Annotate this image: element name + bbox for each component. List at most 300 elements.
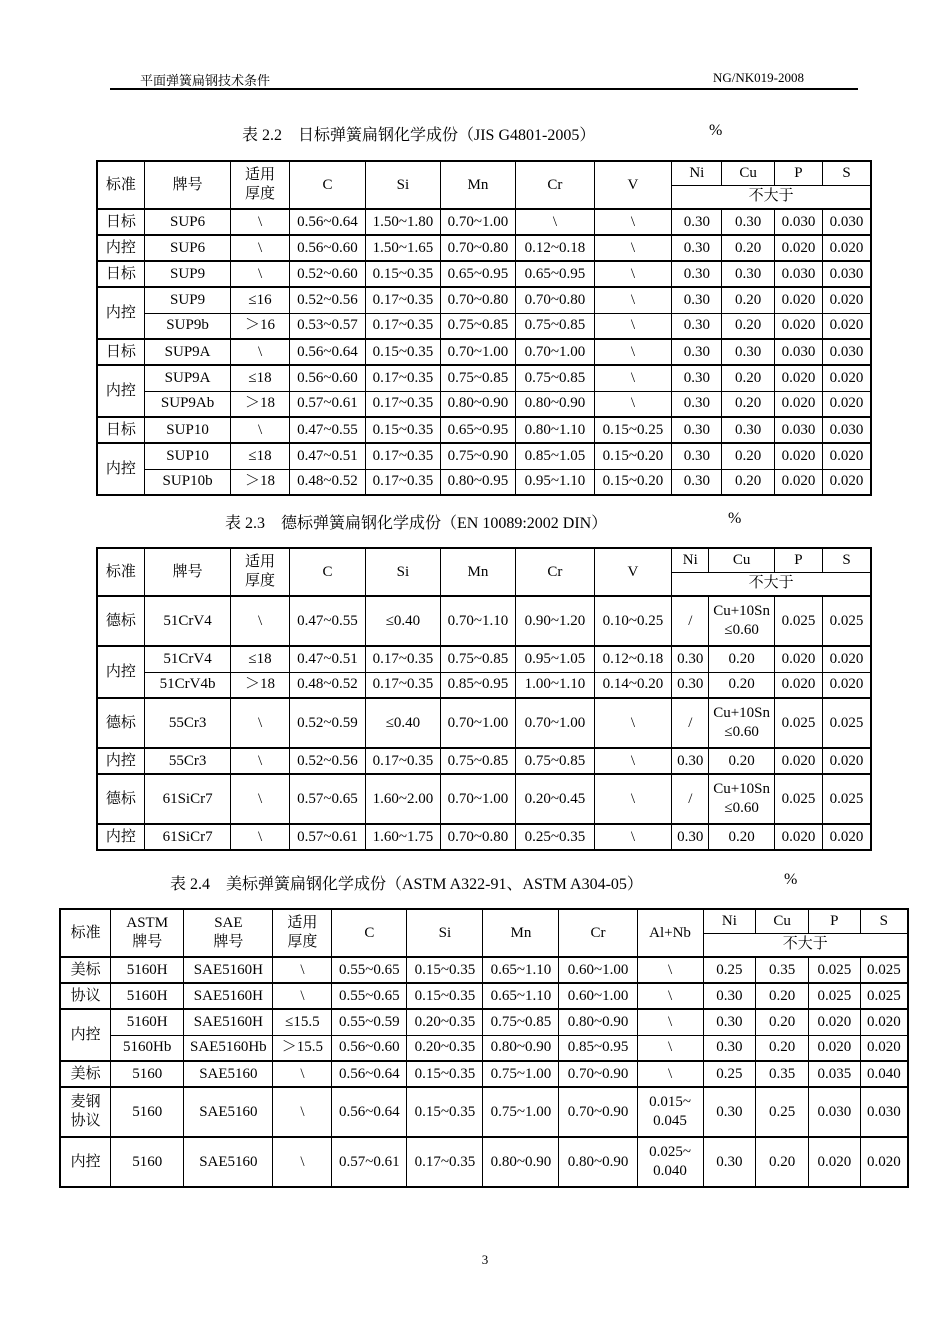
table-2-2 bbox=[96, 160, 872, 496]
data-cell: 0.020 bbox=[808, 1137, 860, 1187]
data-cell: 0.020 bbox=[774, 469, 822, 495]
data-cell: 0.30 bbox=[722, 209, 774, 235]
data-cell: ≤18 bbox=[231, 646, 289, 672]
data-cell: 0.17~0.35 bbox=[366, 443, 440, 469]
data-cell: 0.030 bbox=[823, 209, 871, 235]
data-cell: 5160Hb bbox=[111, 1035, 184, 1061]
data-cell: 0.30 bbox=[672, 748, 709, 774]
data-cell: 0.020 bbox=[823, 469, 871, 495]
data-cell: \ bbox=[231, 417, 289, 443]
data-cell: 0.75~0.85 bbox=[516, 313, 595, 339]
data-cell: 0.70~0.90 bbox=[559, 1061, 637, 1087]
data-cell: \ bbox=[594, 261, 672, 287]
header-thickness: 适用 厚度 bbox=[273, 909, 332, 957]
data-cell: \ bbox=[594, 391, 672, 417]
data-cell: \ bbox=[273, 957, 332, 983]
data-cell: \ bbox=[594, 365, 672, 391]
header-grade: 牌号 bbox=[144, 161, 231, 209]
data-cell: 0.030 bbox=[774, 417, 822, 443]
header-rule bbox=[110, 88, 858, 90]
data-cell: 0.30 bbox=[672, 209, 722, 235]
data-cell: 0.70~0.80 bbox=[516, 287, 595, 313]
data-cell: ＞18 bbox=[231, 469, 289, 495]
data-cell: SUP10 bbox=[144, 443, 231, 469]
data-cell: SUP6 bbox=[144, 235, 231, 261]
standard-cell: 内控 bbox=[97, 443, 144, 495]
data-cell: 0.25 bbox=[756, 1087, 809, 1137]
data-cell: 0.20 bbox=[722, 365, 774, 391]
data-cell: 0.20~0.45 bbox=[516, 774, 595, 824]
table-row bbox=[97, 596, 871, 646]
data-cell: \ bbox=[273, 1061, 332, 1087]
data-cell: 0.020 bbox=[774, 287, 822, 313]
header-cu: Cu bbox=[722, 161, 774, 185]
data-cell: 0.17~0.35 bbox=[366, 672, 440, 698]
standard-cell: 麦钢 协议 bbox=[60, 1087, 111, 1137]
data-cell: 0.30 bbox=[672, 235, 722, 261]
data-cell: \ bbox=[637, 1061, 703, 1087]
standard-cell: 德标 bbox=[97, 596, 144, 646]
data-cell: 0.20 bbox=[756, 983, 809, 1009]
data-cell: 0.48~0.52 bbox=[289, 672, 365, 698]
data-cell: 0.030 bbox=[774, 209, 822, 235]
data-cell: 0.17~0.35 bbox=[366, 313, 440, 339]
table-row bbox=[97, 672, 871, 698]
header-cu: Cu bbox=[756, 909, 809, 933]
header-astm-grade: ASTM 牌号 bbox=[111, 909, 184, 957]
data-cell: 0.56~0.60 bbox=[289, 235, 365, 261]
data-cell: \ bbox=[594, 339, 672, 365]
data-cell: 0.30 bbox=[672, 261, 722, 287]
data-cell: 0.30 bbox=[703, 1087, 756, 1137]
data-cell: 0.17~0.35 bbox=[366, 469, 440, 495]
table-row bbox=[60, 957, 908, 983]
data-cell: ≤16 bbox=[231, 287, 289, 313]
data-cell: 0.020 bbox=[774, 646, 822, 672]
caption-unit: % bbox=[728, 510, 742, 527]
caption-text: 表 2.4 美标弹簧扁钢化学成份（ASTM A322-91、ASTM A304-05） bbox=[170, 876, 643, 893]
header-ni: Ni bbox=[672, 548, 709, 572]
data-cell: 0.17~0.35 bbox=[366, 391, 440, 417]
data-cell: 0.15~0.20 bbox=[594, 469, 672, 495]
data-cell: 0.030 bbox=[774, 261, 822, 287]
data-cell: SUP9b bbox=[144, 313, 231, 339]
data-cell: 0.65~1.10 bbox=[483, 957, 559, 983]
data-cell: 0.80~0.90 bbox=[516, 391, 595, 417]
table-row bbox=[97, 417, 871, 443]
table-row bbox=[97, 646, 871, 672]
data-cell: \ bbox=[231, 698, 289, 748]
header-p: P bbox=[774, 548, 822, 572]
data-cell: 0.30 bbox=[722, 339, 774, 365]
data-cell: 0.75~0.85 bbox=[516, 748, 595, 774]
header-p: P bbox=[808, 909, 860, 933]
data-cell: 0.025 bbox=[860, 983, 908, 1009]
data-cell: SUP9 bbox=[144, 261, 231, 287]
header-cr: Cr bbox=[559, 909, 637, 957]
data-cell: 0.25~0.35 bbox=[516, 824, 595, 850]
data-cell: ＞18 bbox=[231, 672, 289, 698]
data-cell: 1.60~2.00 bbox=[366, 774, 440, 824]
data-cell: 0.025 bbox=[823, 698, 871, 748]
table-2-2-caption bbox=[242, 122, 732, 145]
data-cell: 0.30 bbox=[703, 1035, 756, 1061]
data-cell: \ bbox=[231, 748, 289, 774]
data-cell: 0.020 bbox=[808, 1009, 860, 1035]
standard-cell: 内控 bbox=[60, 1137, 111, 1187]
data-cell: \ bbox=[637, 1035, 703, 1061]
header-cr: Cr bbox=[516, 161, 595, 209]
data-cell: 0.20 bbox=[722, 469, 774, 495]
data-cell: 0.80~0.90 bbox=[483, 1035, 559, 1061]
standard-cell: 内控 bbox=[97, 646, 144, 698]
data-cell: 0.20 bbox=[709, 646, 774, 672]
data-cell: SAE5160H bbox=[184, 1009, 273, 1035]
data-cell: 0.020 bbox=[774, 443, 822, 469]
data-cell: 0.15~0.20 bbox=[594, 443, 672, 469]
data-cell: 0.56~0.60 bbox=[332, 1035, 407, 1061]
header-grade: 牌号 bbox=[144, 548, 231, 596]
data-cell: 0.56~0.64 bbox=[289, 339, 365, 365]
data-cell: \ bbox=[231, 235, 289, 261]
data-cell: \ bbox=[516, 209, 595, 235]
data-cell: 0.025 bbox=[774, 596, 822, 646]
data-cell: 0.20 bbox=[756, 1137, 809, 1187]
data-cell: 0.70~1.00 bbox=[516, 698, 595, 748]
data-cell: 0.52~0.59 bbox=[289, 698, 365, 748]
data-cell: 0.75~0.85 bbox=[440, 646, 515, 672]
data-cell: 0.85~1.05 bbox=[516, 443, 595, 469]
data-cell: 0.75~0.90 bbox=[440, 443, 515, 469]
header-row bbox=[60, 909, 908, 933]
data-cell: 0.020 bbox=[774, 235, 822, 261]
data-cell: 0.52~0.60 bbox=[289, 261, 365, 287]
header-max-limit: 不大于 bbox=[672, 185, 871, 209]
table-row bbox=[60, 1061, 908, 1087]
table-2-3-caption bbox=[225, 510, 745, 533]
header-ni: Ni bbox=[703, 909, 756, 933]
data-cell: 1.50~1.80 bbox=[366, 209, 440, 235]
data-cell: 0.025 bbox=[823, 596, 871, 646]
data-cell: 0.12~0.18 bbox=[594, 646, 672, 672]
data-cell: 0.55~0.59 bbox=[332, 1009, 407, 1035]
data-cell: 0.35 bbox=[756, 1061, 809, 1087]
data-cell: 0.17~0.35 bbox=[366, 365, 440, 391]
data-cell: 0.15~0.35 bbox=[407, 1061, 483, 1087]
data-cell: 0.65~0.95 bbox=[516, 261, 595, 287]
data-cell: 0.80~1.10 bbox=[516, 417, 595, 443]
data-cell: \ bbox=[231, 774, 289, 824]
data-cell: 0.17~0.35 bbox=[407, 1137, 483, 1187]
data-cell: 0.020 bbox=[774, 824, 822, 850]
data-cell: \ bbox=[231, 824, 289, 850]
data-cell: 5160 bbox=[111, 1061, 184, 1087]
header-thickness: 适用 厚度 bbox=[231, 548, 289, 596]
data-cell: ＞16 bbox=[231, 313, 289, 339]
header-mn: Mn bbox=[440, 161, 515, 209]
data-cell: 0.57~0.61 bbox=[289, 391, 365, 417]
page-header-left: 平面弹簧扁钢技术条件 bbox=[140, 73, 271, 88]
data-cell: 0.15~0.35 bbox=[407, 1087, 483, 1137]
data-cell: 0.020 bbox=[823, 313, 871, 339]
data-cell: 0.15~0.25 bbox=[594, 417, 672, 443]
data-cell: Cu+10Sn ≤0.60 bbox=[709, 698, 774, 748]
data-cell: 0.47~0.55 bbox=[289, 596, 365, 646]
data-cell: 0.025 bbox=[774, 698, 822, 748]
data-cell: Cu+10Sn ≤0.60 bbox=[709, 774, 774, 824]
data-cell: 0.55~0.65 bbox=[332, 983, 407, 1009]
data-cell: ≤0.40 bbox=[366, 596, 440, 646]
data-cell: 0.30 bbox=[672, 469, 722, 495]
data-cell: 0.70~0.90 bbox=[559, 1087, 637, 1137]
data-cell: 0.75~0.85 bbox=[516, 365, 595, 391]
data-cell: SAE5160 bbox=[184, 1061, 273, 1087]
table-2-4 bbox=[59, 908, 909, 1188]
data-cell: 0.20 bbox=[722, 391, 774, 417]
data-cell: 0.75~0.85 bbox=[483, 1009, 559, 1035]
data-cell: \ bbox=[594, 748, 672, 774]
data-cell: 0.70~0.80 bbox=[440, 287, 515, 313]
data-cell: 0.57~0.65 bbox=[289, 774, 365, 824]
standard-cell: 德标 bbox=[97, 774, 144, 824]
data-cell: 0.80~0.90 bbox=[559, 1009, 637, 1035]
data-cell: 0.80~0.90 bbox=[440, 391, 515, 417]
data-cell: 0.020 bbox=[823, 235, 871, 261]
table-row bbox=[97, 339, 871, 365]
data-cell: SAE5160 bbox=[184, 1087, 273, 1137]
data-cell: \ bbox=[273, 1137, 332, 1187]
data-cell: \ bbox=[231, 339, 289, 365]
data-cell: 0.20 bbox=[756, 1035, 809, 1061]
table-row bbox=[97, 824, 871, 850]
data-cell: 0.17~0.35 bbox=[366, 748, 440, 774]
data-cell: / bbox=[672, 774, 709, 824]
table-row bbox=[60, 983, 908, 1009]
data-cell: 0.75~0.85 bbox=[440, 313, 515, 339]
header-si: Si bbox=[366, 548, 440, 596]
caption-text: 表 2.3 德标弹簧扁钢化学成份（EN 10089:2002 DIN） bbox=[225, 515, 608, 532]
data-cell: 51CrV4 bbox=[144, 596, 231, 646]
data-cell: 0.70~1.00 bbox=[440, 698, 515, 748]
table-row bbox=[97, 261, 871, 287]
data-cell: SAE5160H bbox=[184, 983, 273, 1009]
header-c: C bbox=[289, 548, 365, 596]
data-cell: SAE5160Hb bbox=[184, 1035, 273, 1061]
data-cell: 0.020 bbox=[774, 365, 822, 391]
data-cell: 0.020 bbox=[860, 1035, 908, 1061]
data-cell: 0.12~0.18 bbox=[516, 235, 595, 261]
data-cell: 0.70~1.00 bbox=[440, 209, 515, 235]
header-standard: 标准 bbox=[60, 909, 111, 957]
data-cell: 0.30 bbox=[703, 1009, 756, 1035]
standard-cell: 日标 bbox=[97, 261, 144, 287]
data-cell: \ bbox=[594, 313, 672, 339]
data-cell: 0.80~0.90 bbox=[559, 1137, 637, 1187]
data-cell: 0.020 bbox=[823, 646, 871, 672]
data-cell: 0.15~0.35 bbox=[407, 983, 483, 1009]
data-cell: 0.48~0.52 bbox=[289, 469, 365, 495]
page-header-right: NG/NK019-2008 bbox=[713, 70, 804, 85]
data-cell: 0.025 bbox=[823, 774, 871, 824]
data-cell: ≤0.40 bbox=[366, 698, 440, 748]
data-cell: \ bbox=[637, 983, 703, 1009]
data-cell: 0.025~ 0.040 bbox=[637, 1137, 703, 1187]
data-cell: SAE5160H bbox=[184, 957, 273, 983]
data-cell: \ bbox=[231, 596, 289, 646]
data-cell: 0.020 bbox=[774, 391, 822, 417]
data-cell: 0.65~0.95 bbox=[440, 417, 515, 443]
data-cell: 0.30 bbox=[672, 287, 722, 313]
data-cell: \ bbox=[637, 1009, 703, 1035]
standard-cell: 日标 bbox=[97, 209, 144, 235]
data-cell: ≤18 bbox=[231, 365, 289, 391]
header-alnb: Al+Nb bbox=[637, 909, 703, 957]
table-row bbox=[97, 774, 871, 824]
data-cell: 0.85~0.95 bbox=[559, 1035, 637, 1061]
data-cell: 1.60~1.75 bbox=[366, 824, 440, 850]
header-max-limit: 不大于 bbox=[703, 933, 908, 957]
header-v: V bbox=[594, 161, 672, 209]
data-cell: 0.020 bbox=[823, 443, 871, 469]
table-row bbox=[97, 698, 871, 748]
header-s: S bbox=[823, 161, 871, 185]
data-cell: \ bbox=[594, 698, 672, 748]
caption-unit: % bbox=[709, 122, 723, 139]
header-standard: 标准 bbox=[97, 548, 144, 596]
data-cell: / bbox=[672, 596, 709, 646]
data-cell: SAE5160 bbox=[184, 1137, 273, 1187]
standard-cell: 美标 bbox=[60, 957, 111, 983]
data-cell: 5160H bbox=[111, 983, 184, 1009]
data-cell: 5160 bbox=[111, 1137, 184, 1187]
data-cell: / bbox=[672, 698, 709, 748]
data-cell: 0.70~0.80 bbox=[440, 235, 515, 261]
data-cell: 0.020 bbox=[774, 748, 822, 774]
standard-cell: 美标 bbox=[60, 1061, 111, 1087]
standard-cell: 内控 bbox=[97, 824, 144, 850]
data-cell: 0.65~1.10 bbox=[483, 983, 559, 1009]
data-cell: 0.14~0.20 bbox=[594, 672, 672, 698]
data-cell: 0.75~1.00 bbox=[483, 1061, 559, 1087]
data-cell: 0.30 bbox=[672, 417, 722, 443]
data-cell: 0.025 bbox=[808, 983, 860, 1009]
header-p: P bbox=[774, 161, 822, 185]
data-cell: 51CrV4 bbox=[144, 646, 231, 672]
table-row bbox=[97, 391, 871, 417]
data-cell: 0.56~0.64 bbox=[332, 1087, 407, 1137]
data-cell: SUP9 bbox=[144, 287, 231, 313]
data-cell: 0.47~0.51 bbox=[289, 443, 365, 469]
table-2-4-caption bbox=[170, 871, 800, 894]
data-cell: 0.025 bbox=[774, 774, 822, 824]
data-cell: 0.30 bbox=[672, 646, 709, 672]
table-row bbox=[97, 235, 871, 261]
header-ni: Ni bbox=[672, 161, 722, 185]
data-cell: 0.015~ 0.045 bbox=[637, 1087, 703, 1137]
data-cell: 0.90~1.20 bbox=[516, 596, 595, 646]
standard-cell: 内控 bbox=[97, 287, 144, 339]
header-mn: Mn bbox=[440, 548, 515, 596]
data-cell: 0.60~1.00 bbox=[559, 983, 637, 1009]
data-cell: \ bbox=[594, 287, 672, 313]
caption-text: 表 2.2 日标弹簧扁钢化学成份（JIS G4801-2005） bbox=[242, 127, 596, 144]
data-cell: 0.30 bbox=[672, 672, 709, 698]
data-cell: SUP10b bbox=[144, 469, 231, 495]
standard-cell: 内控 bbox=[60, 1009, 111, 1061]
data-cell: 0.10~0.25 bbox=[594, 596, 672, 646]
data-cell: 0.25 bbox=[703, 1061, 756, 1087]
standard-cell: 协议 bbox=[60, 983, 111, 1009]
header-s: S bbox=[860, 909, 908, 933]
data-cell: 0.60~1.00 bbox=[559, 957, 637, 983]
data-cell: 1.50~1.65 bbox=[366, 235, 440, 261]
data-cell: 0.020 bbox=[823, 391, 871, 417]
data-cell: 0.040 bbox=[860, 1061, 908, 1087]
table-row bbox=[97, 443, 871, 469]
data-cell: \ bbox=[594, 235, 672, 261]
standard-cell: 内控 bbox=[97, 365, 144, 417]
data-cell: 0.80~0.95 bbox=[440, 469, 515, 495]
data-cell: 0.70~1.00 bbox=[440, 339, 515, 365]
data-cell: 0.57~0.61 bbox=[289, 824, 365, 850]
data-cell: 0.53~0.57 bbox=[289, 313, 365, 339]
header-row bbox=[97, 161, 871, 185]
data-cell: 0.030 bbox=[823, 261, 871, 287]
standard-cell: 日标 bbox=[97, 339, 144, 365]
data-cell: 0.030 bbox=[823, 417, 871, 443]
data-cell: 0.20 bbox=[756, 1009, 809, 1035]
data-cell: 0.25 bbox=[703, 957, 756, 983]
data-cell: 0.030 bbox=[823, 339, 871, 365]
header-c: C bbox=[332, 909, 407, 957]
data-cell: 0.75~0.85 bbox=[440, 365, 515, 391]
data-cell: \ bbox=[637, 957, 703, 983]
data-cell: 0.025 bbox=[860, 957, 908, 983]
data-cell: 0.65~0.95 bbox=[440, 261, 515, 287]
data-cell: 1.00~1.10 bbox=[516, 672, 595, 698]
data-cell: 0.30 bbox=[703, 983, 756, 1009]
data-cell: SUP6 bbox=[144, 209, 231, 235]
data-cell: 0.20 bbox=[722, 287, 774, 313]
header-c: C bbox=[289, 161, 365, 209]
data-cell: 55Cr3 bbox=[144, 748, 231, 774]
data-cell: \ bbox=[273, 983, 332, 1009]
data-cell: 0.95~1.05 bbox=[516, 646, 595, 672]
header-cr: Cr bbox=[516, 548, 595, 596]
data-cell: 5160H bbox=[111, 957, 184, 983]
data-cell: 5160 bbox=[111, 1087, 184, 1137]
header-mn: Mn bbox=[483, 909, 559, 957]
data-cell: \ bbox=[594, 209, 672, 235]
data-cell: ＞15.5 bbox=[273, 1035, 332, 1061]
data-cell: 0.30 bbox=[722, 261, 774, 287]
data-cell: \ bbox=[594, 774, 672, 824]
data-cell: 0.70~0.80 bbox=[440, 824, 515, 850]
data-cell: SUP9Ab bbox=[144, 391, 231, 417]
data-cell: 0.30 bbox=[672, 443, 722, 469]
data-cell: \ bbox=[273, 1087, 332, 1137]
data-cell: 0.020 bbox=[823, 365, 871, 391]
data-cell: 0.47~0.55 bbox=[289, 417, 365, 443]
table-2-3 bbox=[96, 547, 872, 851]
data-cell: 0.20 bbox=[709, 672, 774, 698]
table-row bbox=[97, 469, 871, 495]
data-cell: 0.20 bbox=[722, 235, 774, 261]
data-cell: 0.75~0.85 bbox=[440, 748, 515, 774]
data-cell: 0.70~1.00 bbox=[440, 774, 515, 824]
data-cell: 0.17~0.35 bbox=[366, 646, 440, 672]
data-cell: 5160H bbox=[111, 1009, 184, 1035]
